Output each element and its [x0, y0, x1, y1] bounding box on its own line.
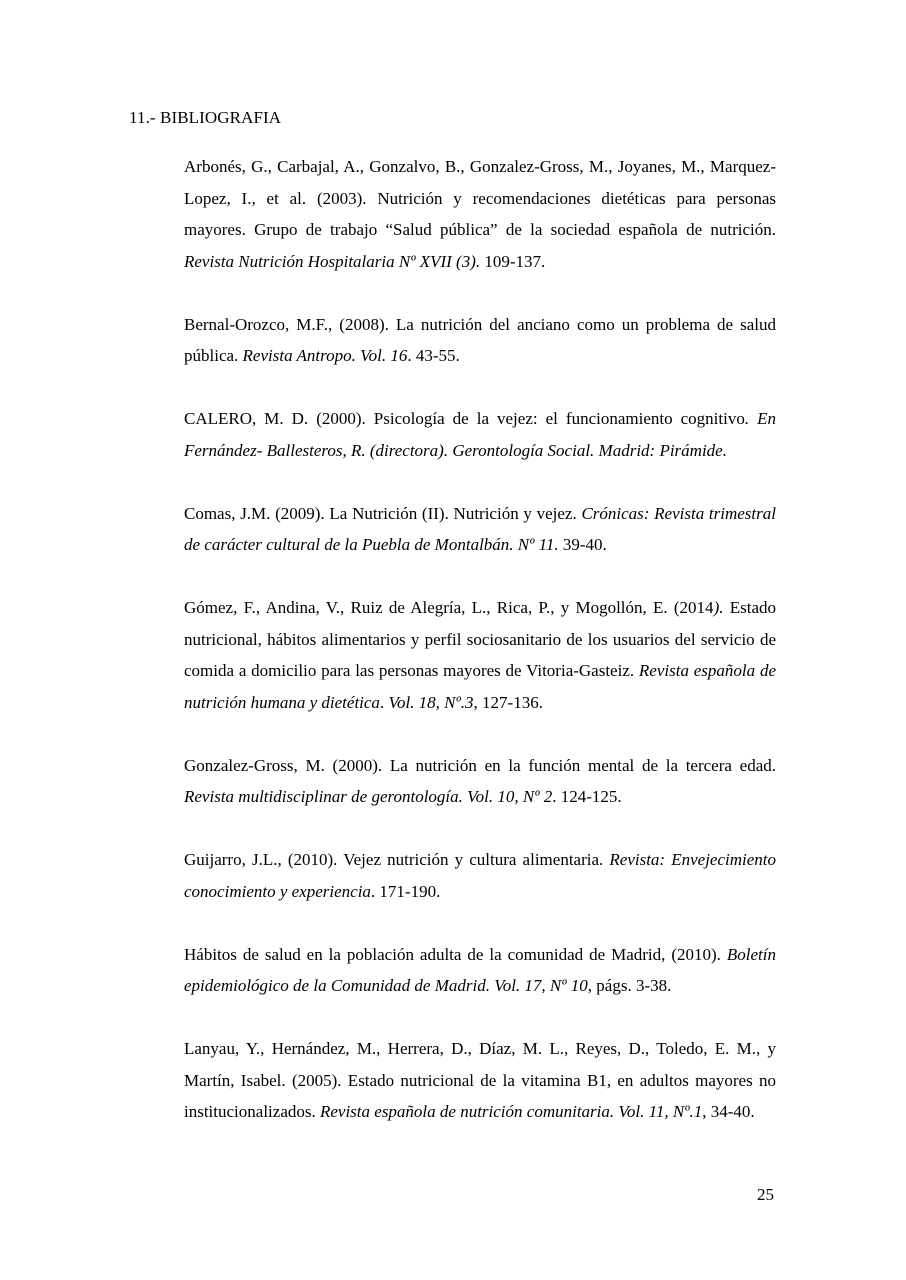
page-number: 25 [757, 1185, 774, 1204]
citation-text: Estado nutricional, hábitos alimentarios y perfil sociosanitario de los usuarios del servicio de comida a domicilio para las personas mayores de Vitoria-Gasteiz. [184, 598, 776, 680]
bibliography-entry [184, 939, 776, 1002]
citation-italic-text: ). [713, 598, 724, 617]
citation-text: Hábitos de salud en la población adulta de la comunidad de Madrid, (2010). [184, 944, 727, 964]
bibliography-entry [184, 750, 776, 813]
citation-italic-text: Vol. 18, Nº.3 [388, 692, 474, 712]
citation-text: , págs. 3-38. [587, 976, 672, 995]
citation-text: . [379, 692, 389, 712]
bibliography-entry [184, 403, 776, 466]
citation-italic-text: Revista multidisciplinar de gerontología. Vol. 10, Nº 2 [184, 787, 553, 806]
bibliography-list [184, 151, 776, 1159]
citation-text: Bernal-Orozco, M.F., (2008). La nutrición del anciano como un problema de salud pública. [184, 314, 776, 365]
citation-text: Comas, J.M. (2009). La Nutrición (II). Nutrición y vejez. [184, 503, 582, 523]
citation-text: CALERO, M. D. (2000). Psicología de la vejez: el funcionamiento cognitivo [184, 409, 745, 428]
citation-italic-text: Revista: Envejecimiento conocimiento y experiencia [184, 850, 776, 901]
citation-italic-text: Revista Antropo. Vol. 16 [242, 346, 408, 365]
bibliography-entry [184, 498, 776, 561]
citation-italic-text: Revista española de nutrición comunitaria. Vol. 11, Nº.1 [319, 1102, 703, 1121]
citation-italic-text: Boletín epidemiológico de la Comunidad de Madrid. Vol. 17, Nº 10 [184, 944, 776, 995]
citation-italic-text: Revista Nutrición Hospitalaria Nº XVII (3). [184, 251, 481, 271]
citation-text: . 124-125. [552, 787, 622, 806]
citation-text: , 34-40. [702, 1102, 755, 1121]
citation-text: Arbonés, G., Carbajal, A., Gonzalvo, B., Gonzalez-Gross, M., Joyanes, M., Marquez-Lopez, I., et al. (2003). Nutrición y recomendaciones dietéticas para personas mayores. Grupo de trabajo “Salud pública” de la sociedad española de nutrición. [184, 157, 776, 239]
citation-text: 109-137. [480, 251, 546, 271]
bibliography-entry [184, 151, 776, 277]
citation-italic-text: Crónicas: Revista trimestral de carácter cultural de la Puebla de Montalbán. Nº 11. [184, 503, 776, 554]
citation-text: Lanyau, Y., Hernández, M., Herrera, D., Díaz, M. L., Reyes, D., Toledo, E. M., y Martín, Isabel. (2005). Estado nutricional de la vitamina B1, en adultos mayores no institucionalizados. [184, 1039, 776, 1121]
bibliography-entry [184, 844, 776, 907]
citation-italic-text: Revista española de nutrición humana y dietética [184, 661, 776, 712]
citation-text: Guijarro, J.L., (2010). Vejez nutrición y cultura alimentaria. [184, 850, 610, 869]
bibliography-entry [184, 309, 776, 372]
bibliography-entry [184, 592, 776, 718]
citation-text: Gómez, F., Andina, V., Ruiz de Alegría, L., Rica, P., y Mogollón, E. (2014 [184, 598, 714, 617]
citation-text: Gonzalez-Gross, M. (2000). La nutrición en la función mental de la tercera edad. [184, 755, 776, 775]
citation-text: . 43-55. [407, 346, 460, 365]
citation-text: 39-40. [558, 535, 607, 554]
section-heading: 11.- BIBLIOGRAFIA [129, 108, 282, 127]
citation-text: , 127-136. [473, 692, 543, 712]
citation-text: . 171-190. [370, 881, 441, 901]
bibliography-entry [184, 1033, 776, 1128]
citation-italic-text: . En Fernández- Ballesteros, R. (directora). Gerontología Social. Madrid: Pirámide. [184, 409, 776, 460]
